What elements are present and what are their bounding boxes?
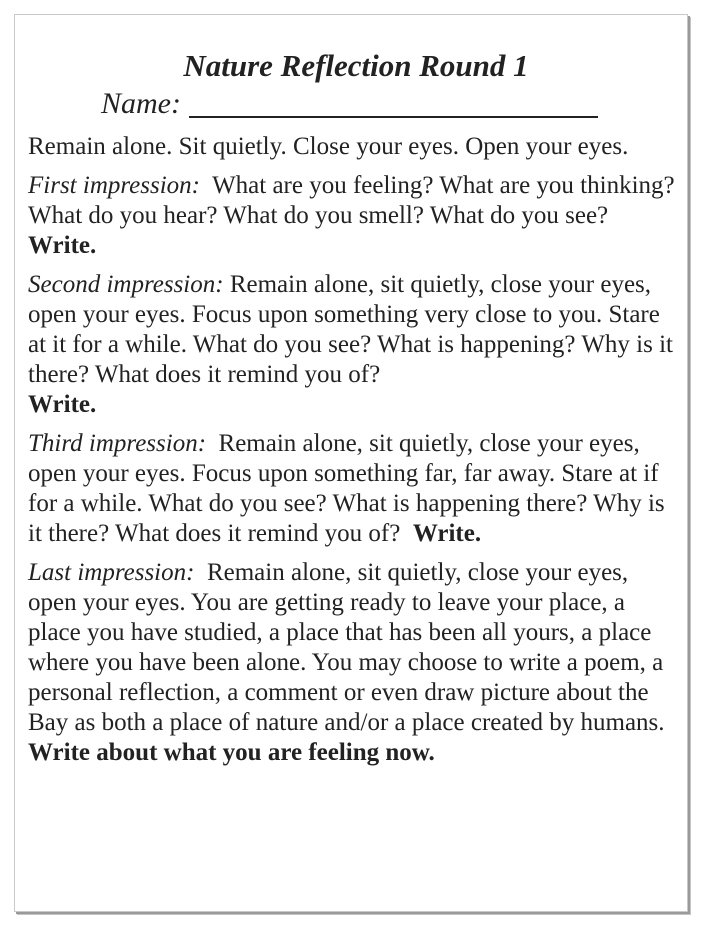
name-field-row [101,86,680,122]
third-impression-label: Third impression: [28,430,207,457]
name-blank-line [189,115,598,118]
last-impression-label: Last impression: [28,559,195,586]
first-impression-label: First impression: [28,172,200,199]
first-impression-section [28,171,680,261]
last-impression-section [28,558,680,768]
third-impression-text: Remain alone, sit quietly, close your eyes, open your eyes. Focus upon something far, far away. Stare at if for a while. What do you see? What is happening there? Why is it there? What does it remind you of? [28,430,665,547]
third-impression-write: Write. [412,520,482,547]
page-title: Nature Reflection Round 1 [183,48,529,83]
intro-instructions: Remain alone. Sit quietly. Close your eyes. Open your eyes. [28,133,629,160]
second-impression-text: Remain alone, sit quietly, close your eyes, open your eyes. Focus upon something very close to you. Stare at it for a while. What do you see? What is happening? Why is it there? What does it remind you of? [28,271,673,388]
name-label: Name: [101,87,181,120]
second-impression-write: Write. [28,391,97,418]
second-impression-label: Second impression: [28,271,224,298]
last-impression-text: Remain alone, sit quietly, close your eyes, open your eyes. You are getting ready to leave your place, a place you have studied, a place that has been all yours, a place where you have been alone. You may choose to write a poem, a personal reflection, a comment or even draw picture about the Bay as both a place of nature and/or a place created by humans. [28,559,665,736]
last-impression-write: Write about what you are feeling now. [28,739,435,766]
worksheet-content [28,48,680,768]
first-impression-write: Write. [28,232,97,259]
third-impression-section [28,429,680,549]
first-impression-text: What are you feeling? What are you thinking? What do you hear? What do you smell? What do you see? [28,172,675,229]
second-impression-section [28,270,680,420]
worksheet-page [14,14,688,912]
